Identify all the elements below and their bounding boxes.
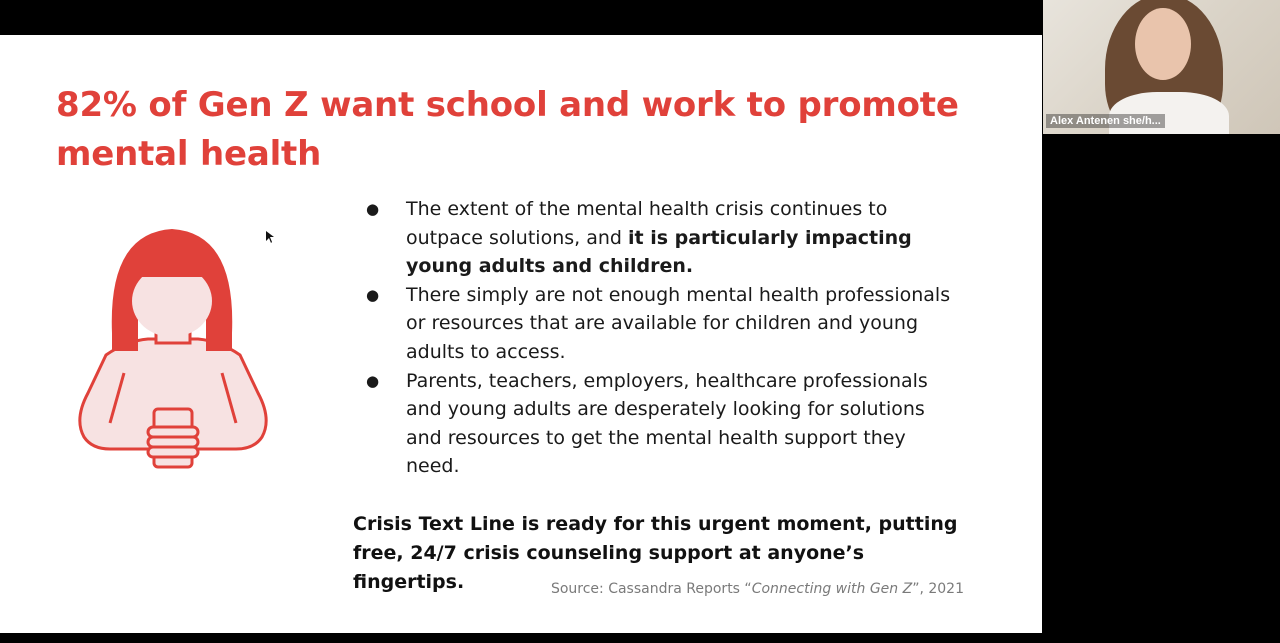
source-prefix: Source: Cassandra Reports “ xyxy=(550,581,752,597)
source-citation xyxy=(551,581,964,597)
bullet-text: There simply are not enough mental health professionals or resources that are available for children and young adults to access. xyxy=(406,283,951,363)
slide-title: 82% of Gen Z want school and work to promote mental health xyxy=(56,85,959,174)
source-title: Connecting with Gen Z xyxy=(751,581,913,597)
callout-text: Crisis Text Line is ready for this urgent moment, putting free, 24/7 crisis counseling support at anyone’s fingertips. xyxy=(353,513,958,593)
mouse-cursor-icon xyxy=(266,231,274,243)
participant-video-tile[interactable] xyxy=(1043,0,1280,134)
bullet-item xyxy=(362,367,962,481)
bullet-text: Parents, teachers, employers, healthcare professionals and young adults are desperately looking for solutions and resources to get the mental health support they need. xyxy=(406,369,928,478)
source-suffix: ”, 2021 xyxy=(912,581,964,597)
bullet-list xyxy=(362,195,962,481)
bullet-item xyxy=(362,281,962,367)
bullet-bold-text: it is particularly impacting young adults and children. xyxy=(406,226,912,278)
participant-name-label: Alex Antenen she/h... xyxy=(1046,114,1165,128)
bullet-dot-icon: ● xyxy=(366,371,380,390)
bullet-text: The extent of the mental health crisis continues to outpace solutions, and xyxy=(406,198,888,249)
person-holding-phone-icon xyxy=(66,223,278,473)
bullet-item xyxy=(362,195,962,281)
bullet-dot-icon: ● xyxy=(366,285,380,304)
presentation-slide xyxy=(0,35,1042,633)
participant-video-face xyxy=(1135,8,1191,80)
bullet-dot-icon: ● xyxy=(366,200,380,218)
